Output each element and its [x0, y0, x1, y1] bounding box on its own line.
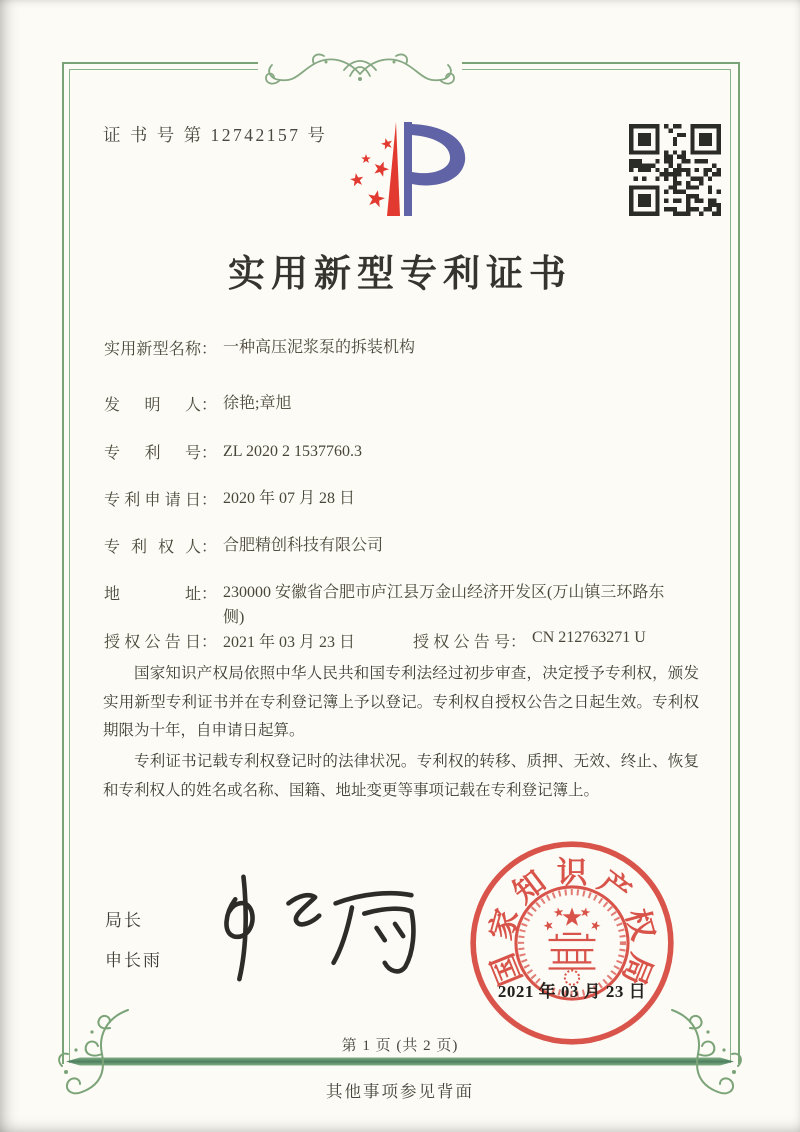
legal-paragraph-2: 专利证书记载专利权登记时的法律状况。专利权的转移、质押、无效、终止、恢复和专利权人的姓名或名称、国籍、地址变更等事项记载在专利登记簿上。: [103, 753, 699, 799]
qr-code: [629, 124, 721, 216]
svg-text:识: 识: [556, 855, 588, 890]
field-colon: ：: [201, 445, 218, 462]
field-colon: ：: [201, 397, 218, 414]
grant-number-label: 授权公告号: [413, 634, 511, 651]
cnipa-logo: [330, 114, 480, 222]
svg-text:产: 产: [592, 864, 637, 911]
seal-date: 2021 年 03 月 23 日: [497, 982, 647, 1001]
field-label: 实用新型名称: [104, 341, 201, 358]
field-row-patent-number: [104, 440, 696, 465]
field-label: 专利号: [104, 445, 201, 462]
officer-title: 局长: [105, 911, 143, 930]
grant-number-value: CN 212763271 U: [532, 629, 646, 646]
svg-text:局: 局: [615, 948, 659, 990]
field-label: 发明人: [104, 397, 201, 414]
grant-date-value: 2021 年 03 月 23 日: [223, 634, 356, 651]
frame-bottom-bar: [66, 1057, 734, 1066]
field-value: 徐艳;章旭: [223, 395, 292, 412]
legal-paragraph-1: 国家知识产权局依照中华人民共和国专利法经过初步审查，决定授予专利权，颁发实用新型专利证书并在专利登记簿上予以登记。专利权自授权公告之日起生效。专利权期限为十年，自申请日起算。: [103, 665, 699, 740]
field-row-address: [104, 581, 696, 631]
field-row-patentee: [104, 534, 696, 559]
field-label: 地址: [104, 586, 201, 603]
field-row-filing-date: [104, 487, 696, 512]
page-number: 第 1 页 (共 2 页): [341, 1038, 459, 1054]
director-signature: [182, 868, 438, 992]
certificate-title: 实用新型专利证书: [228, 254, 572, 295]
field-label: 专利权人: [104, 539, 201, 556]
field-value: ZL 2020 2 1537760.3: [223, 443, 362, 460]
back-side-note: 其他事项参见背面: [326, 1082, 474, 1101]
field-colon: ：: [510, 634, 527, 651]
field-value: 一种高压泥浆泵的拆装机构: [223, 339, 416, 356]
officer-name: 申长雨: [105, 951, 162, 970]
field-value: 2020 年 07 月 28 日: [223, 490, 356, 507]
field-label: 专利申请日: [104, 492, 201, 509]
legal-text-block: [103, 660, 699, 807]
svg-text:家: 家: [483, 905, 525, 944]
national-emblem-seal: [465, 836, 679, 1050]
field-value: 合肥精创科技有限公司: [223, 537, 384, 554]
grant-date-label: 授权公告日: [104, 634, 201, 651]
field-colon: ：: [201, 539, 218, 556]
field-value: 230000 安徽省合肥市庐江县万金山经济开发区(万山镇三环路东侧): [223, 584, 665, 626]
svg-text:国: 国: [485, 948, 529, 990]
top-scrollwork-icon: [258, 52, 462, 94]
certificate-number: 证 书 号 第 12742157 号: [103, 125, 328, 145]
svg-text:知: 知: [507, 864, 552, 911]
field-colon: ：: [201, 492, 218, 509]
field-colon: ：: [201, 341, 218, 358]
field-colon: ：: [201, 586, 218, 603]
field-row-inventor: [104, 392, 696, 417]
field-row-name: [104, 336, 696, 361]
svg-text:权: 权: [619, 905, 661, 944]
grant-row: [104, 629, 704, 652]
field-colon: ：: [201, 634, 218, 651]
